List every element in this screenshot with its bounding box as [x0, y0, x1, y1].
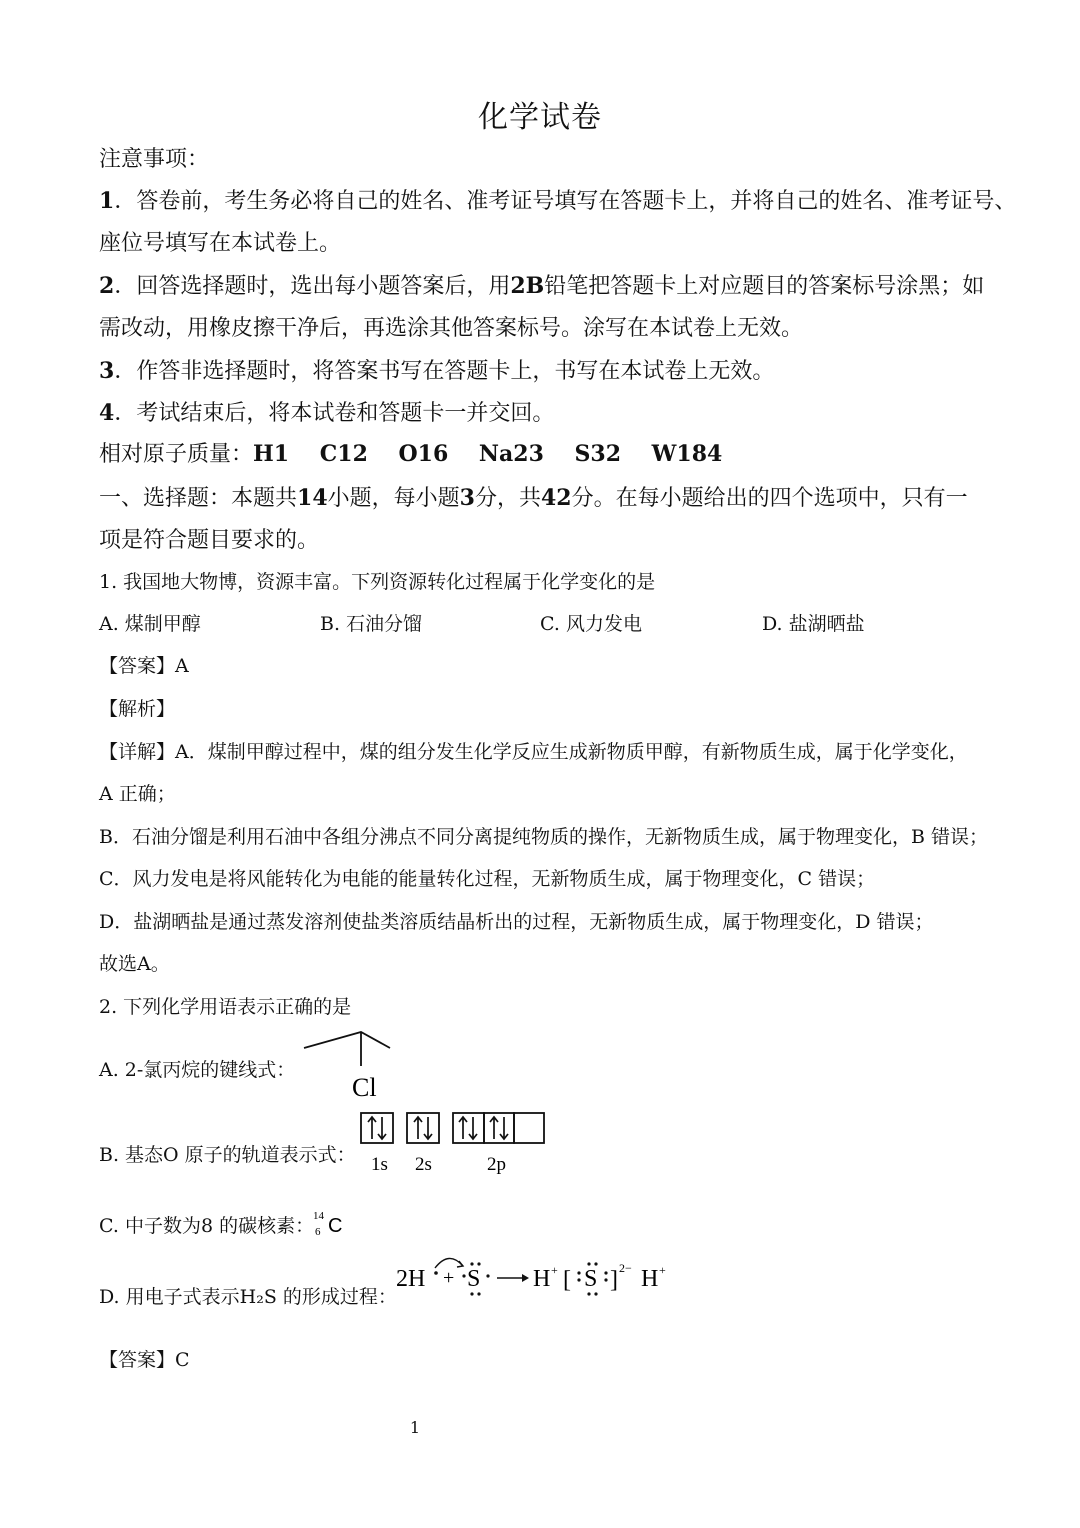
notice-item-2: [99, 269, 984, 300]
q1-detail-2: B．石油分馏是利用石油中各组分沸点不同分离提纯物质的操作，无新物质生成，属于物理变化，B 错误；: [99, 826, 988, 848]
eq-bracket-open: [: [563, 1267, 571, 1293]
orbital-diagram: [358, 1110, 550, 1176]
section-num-3: 42: [540, 485, 572, 511]
q1-option-d: D. 盐湖晒盐: [762, 613, 865, 635]
electron-arrows: [368, 1117, 508, 1139]
section-text-1: 一、选择题：本题共: [99, 486, 298, 511]
nuclide-element-symbol: C: [328, 1215, 343, 1237]
section-text-2: 小题，每小题: [327, 486, 460, 511]
notice-item-3-text: ．作答非选择题时，将答案书写在答题卡上，书写在本试卷上无效。: [114, 359, 775, 384]
notice-item-2-text-a: ．回答选择题时，选出每小题答案后，用: [114, 274, 511, 299]
nuclide-mass-number: 14: [313, 1210, 324, 1222]
notice-item-1-num: 1: [99, 188, 115, 214]
page-title: 化学试卷: [478, 100, 602, 135]
q1-analysis-label: 【解析】: [99, 698, 176, 720]
q1-detail-1b: A 正确；: [99, 783, 176, 805]
carbon-chain-bonds: [304, 1032, 390, 1048]
notice-item-3: [99, 354, 774, 385]
atomic-masses-line: [99, 437, 722, 468]
q1-detail-4: D．盐湖晒盐是通过蒸发溶剂使盐类溶质结晶析出的过程，无新物质生成，属于物理变化，D 错误；: [99, 911, 934, 933]
q2-option-d: D. 用电子式表示H₂S 的形成过程：: [99, 1286, 397, 1308]
notice-item-1: [99, 184, 1016, 215]
orbital-label-2s: 2s: [415, 1154, 432, 1175]
q1-detail-3: C．风力发电是将风能转化为电能的能量转化过程，无新物质生成，属于物理变化，C 错误；: [99, 868, 876, 890]
q1-option-a: A. 煤制甲醇: [99, 613, 201, 635]
atomic-masses-label: 相对原子质量：: [99, 442, 254, 467]
notice-heading: 注意事项：: [99, 147, 210, 172]
carbon-nuclide-symbol: [310, 1206, 350, 1240]
eq-reactant-h: 2H: [396, 1266, 426, 1292]
notice-item-4-num: 4: [99, 400, 115, 426]
notice-item-4-text: ．考试结束后，将本试卷和答题卡一并交回。: [114, 401, 555, 426]
page-number: 1: [409, 1418, 421, 1437]
q1-option-b: B. 石油分馏: [320, 613, 423, 635]
notice-item-2-line2: 需改动，用橡皮擦干净后，再选涂其他答案标号。涂写在本试卷上无效。: [99, 316, 804, 341]
orbital-label-2p: 2p: [487, 1154, 506, 1175]
q1-detail-1: 【详解】A．煤制甲醇过程中，煤的组分发生化学反应生成新物质甲醇，有新物质生成，属于化学变化，: [99, 741, 968, 763]
section-text-3: 分，共: [474, 486, 541, 511]
q2-option-c: C. 中子数为8 的碳核素：: [99, 1215, 315, 1237]
notice-item-2-bold: 2B: [510, 273, 545, 299]
chlorine-atom-label: Cl: [352, 1073, 377, 1102]
notice-item-1-line2: 座位号填写在本试卷上。: [99, 231, 342, 256]
electron-formula-h2s-formation: [393, 1252, 678, 1304]
notice-item-1-text: ．答卷前，考生务必将自己的姓名、准考证号填写在答题卡上，并将自己的姓名、准考证号、: [114, 189, 1017, 214]
q1-conclusion: 故选A。: [99, 953, 170, 975]
notice-item-2-num: 2: [99, 273, 115, 299]
q1-stem: 1. 我国地大物博，资源丰富。下列资源转化过程属于化学变化的是: [99, 571, 656, 593]
eq-product-h-right: H: [641, 1266, 659, 1292]
eq-product-sulfur: S: [584, 1266, 598, 1292]
notice-item-2-text-b: 铅笔把答题卡上对应题目的答案标号涂黑；如: [544, 274, 985, 299]
eq-product-h-left: H: [533, 1266, 551, 1292]
orbital-box-1s: [361, 1113, 393, 1143]
eq-bracket-close: ]: [610, 1267, 618, 1293]
q2-option-b: B. 基态O 原子的轨道表示式：: [99, 1144, 356, 1166]
section-text-4: 分。在每小题给出的四个选项中，只有一: [571, 486, 968, 511]
eq-sulfur-atom: S: [467, 1266, 481, 1292]
orbital-box-2p-2: [484, 1113, 514, 1143]
skeletal-formula-2-chloropropane: [298, 1026, 398, 1102]
section-heading: [99, 481, 968, 512]
q1-answer: 【答案】A: [99, 655, 189, 677]
q2-answer: 【答案】C: [99, 1349, 190, 1371]
notice-item-3-num: 3: [99, 358, 115, 384]
section-heading-line2: 项是符合题目要求的。: [99, 528, 320, 553]
atomic-masses-values: H1 C12 O16 Na23 S32 W184: [253, 441, 723, 467]
q1-option-c: C. 风力发电: [540, 613, 642, 635]
q2-stem: 2. 下列化学用语表示正确的是: [99, 996, 352, 1018]
orbital-label-1s: 1s: [371, 1154, 388, 1175]
eq-plus-sign: +: [443, 1267, 455, 1289]
notice-item-4: [99, 396, 554, 427]
eq-sulfide-charge: 2−: [619, 1261, 632, 1275]
q2-option-a: A. 2-氯丙烷的键线式：: [99, 1059, 296, 1081]
nuclide-atomic-number: 6: [315, 1226, 321, 1238]
section-num-1: 14: [297, 485, 328, 511]
section-num-2: 3: [459, 485, 475, 511]
orbital-box-2p-3: [514, 1113, 544, 1143]
orbital-box-2p-1: [453, 1113, 484, 1143]
eq-h-right-charge: +: [659, 1263, 666, 1277]
h-electron-dot: [434, 1271, 438, 1275]
eq-h-left-charge: +: [551, 1263, 558, 1277]
orbital-box-2s: [407, 1113, 439, 1143]
